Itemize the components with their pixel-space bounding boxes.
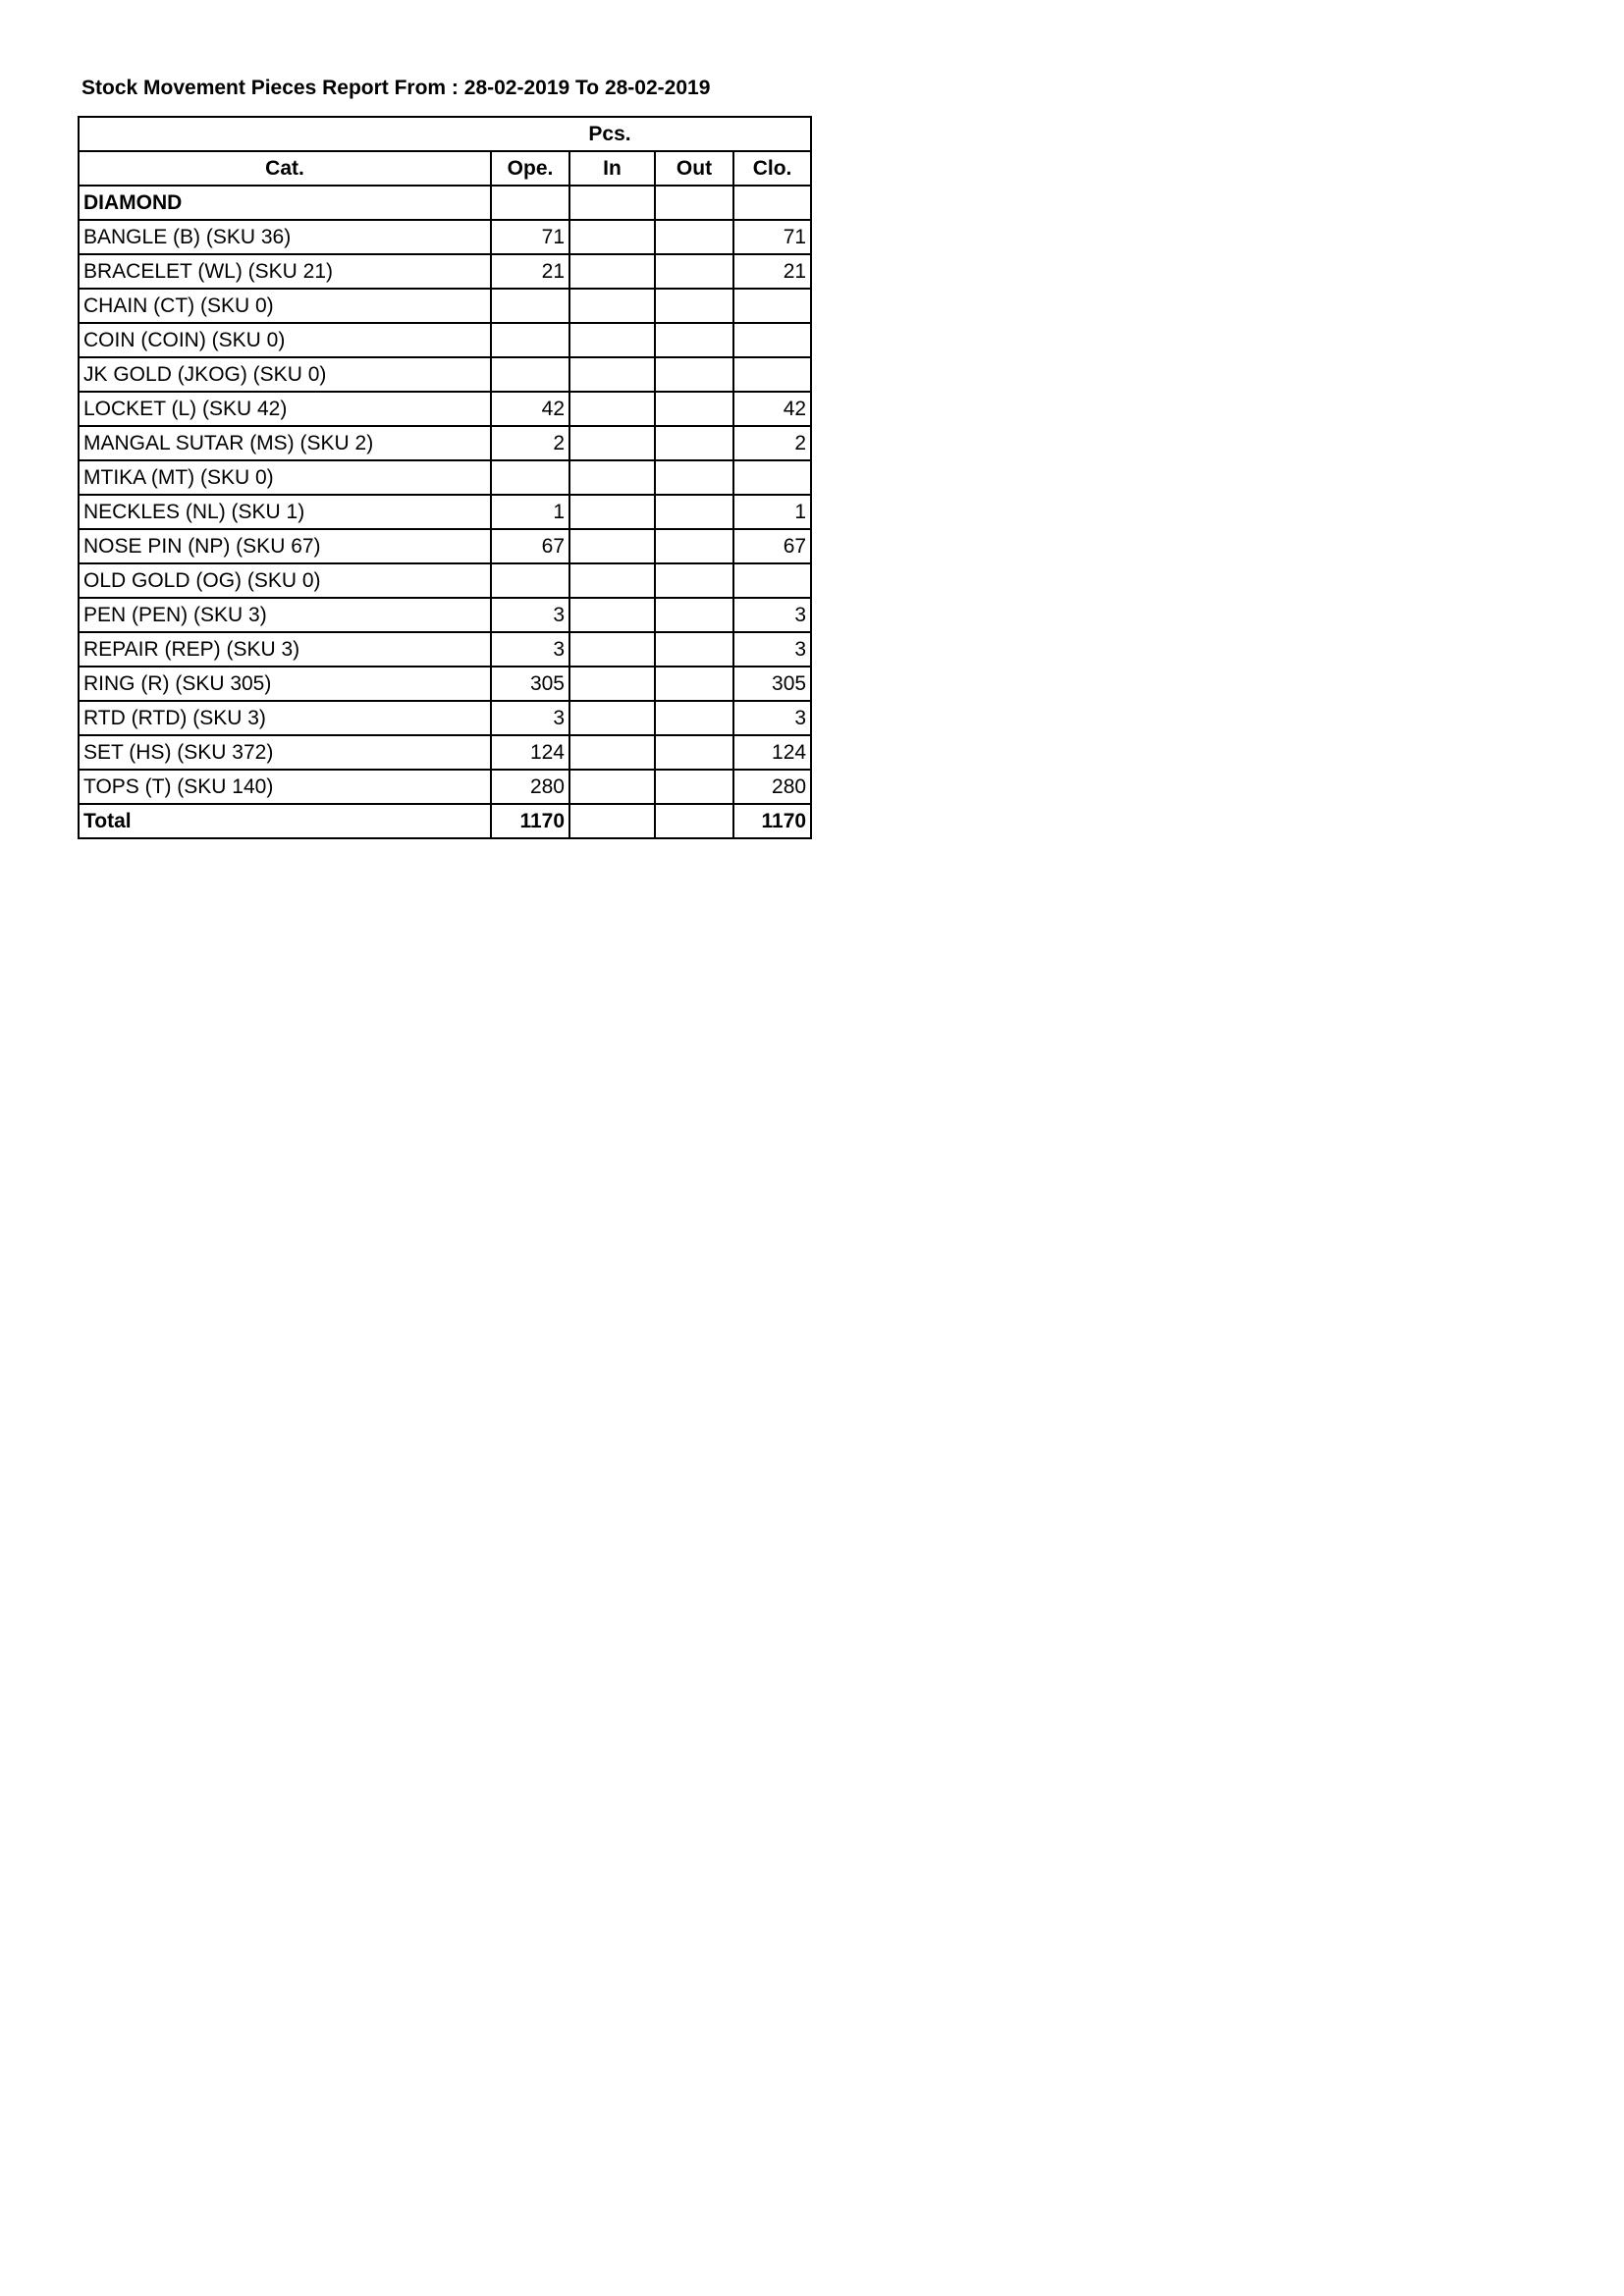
ope-cell: 3 — [491, 701, 569, 735]
clo-cell — [733, 289, 811, 323]
in-column-header: In — [569, 151, 655, 186]
category-cell: JK GOLD (JKOG) (SKU 0) — [79, 357, 491, 392]
in-cell — [569, 701, 655, 735]
in-cell — [569, 735, 655, 770]
table-row — [79, 667, 811, 701]
category-cell: RTD (RTD) (SKU 3) — [79, 701, 491, 735]
table-row — [79, 357, 811, 392]
ope-cell — [491, 357, 569, 392]
out-cell — [655, 220, 733, 254]
table-row — [79, 323, 811, 357]
ope-cell: 71 — [491, 220, 569, 254]
clo-cell: 21 — [733, 254, 811, 289]
clo-cell — [733, 357, 811, 392]
category-cell: BANGLE (B) (SKU 36) — [79, 220, 491, 254]
out-column-header: Out — [655, 151, 733, 186]
out-cell — [655, 254, 733, 289]
table-body — [79, 186, 811, 804]
in-cell — [569, 529, 655, 563]
clo-cell: 3 — [733, 701, 811, 735]
ope-cell — [491, 323, 569, 357]
total-row — [79, 804, 811, 838]
category-cell: MTIKA (MT) (SKU 0) — [79, 460, 491, 495]
ope-cell: 305 — [491, 667, 569, 701]
clo-cell — [733, 323, 811, 357]
table-cell — [569, 186, 655, 220]
category-cell: MANGAL SUTAR (MS) (SKU 2) — [79, 426, 491, 460]
category-cell: BRACELET (WL) (SKU 21) — [79, 254, 491, 289]
category-cell: REPAIR (REP) (SKU 3) — [79, 632, 491, 667]
in-cell — [569, 392, 655, 426]
ope-cell: 2 — [491, 426, 569, 460]
table-row — [79, 563, 811, 598]
ope-cell: 21 — [491, 254, 569, 289]
pcs-group-header: Pcs. — [79, 117, 811, 151]
table-row — [79, 289, 811, 323]
ope-cell — [491, 460, 569, 495]
out-cell — [655, 770, 733, 804]
table-row — [79, 426, 811, 460]
in-cell — [569, 667, 655, 701]
group-header-row — [79, 117, 811, 151]
in-cell — [569, 770, 655, 804]
total-label: Total — [79, 804, 491, 838]
ope-cell — [491, 563, 569, 598]
ope-cell: 67 — [491, 529, 569, 563]
total-in — [569, 804, 655, 838]
category-cell: NECKLES (NL) (SKU 1) — [79, 495, 491, 529]
in-cell — [569, 460, 655, 495]
table-row — [79, 770, 811, 804]
table-row — [79, 220, 811, 254]
clo-cell: 42 — [733, 392, 811, 426]
ope-cell: 42 — [491, 392, 569, 426]
group-label: DIAMOND — [79, 186, 491, 220]
category-cell: OLD GOLD (OG) (SKU 0) — [79, 563, 491, 598]
out-cell — [655, 598, 733, 632]
clo-cell: 67 — [733, 529, 811, 563]
in-cell — [569, 254, 655, 289]
out-cell — [655, 357, 733, 392]
in-cell — [569, 632, 655, 667]
clo-cell: 280 — [733, 770, 811, 804]
out-cell — [655, 701, 733, 735]
in-cell — [569, 220, 655, 254]
category-cell: SET (HS) (SKU 372) — [79, 735, 491, 770]
clo-cell: 71 — [733, 220, 811, 254]
cat-column-header: Cat. — [79, 151, 491, 186]
category-cell: PEN (PEN) (SKU 3) — [79, 598, 491, 632]
total-clo: 1170 — [733, 804, 811, 838]
ope-cell: 1 — [491, 495, 569, 529]
table-row — [79, 495, 811, 529]
category-cell: NOSE PIN (NP) (SKU 67) — [79, 529, 491, 563]
out-cell — [655, 735, 733, 770]
ope-cell: 124 — [491, 735, 569, 770]
out-cell — [655, 426, 733, 460]
table-cell — [733, 186, 811, 220]
table-row — [79, 598, 811, 632]
total-out — [655, 804, 733, 838]
table-cell — [491, 186, 569, 220]
column-header-row — [79, 151, 811, 186]
table-row — [79, 529, 811, 563]
report-title: Stock Movement Pieces Report From : 28-02-2019 To 28-02-2019 — [81, 77, 711, 99]
in-cell — [569, 289, 655, 323]
ope-cell: 3 — [491, 598, 569, 632]
ope-column-header: Ope. — [491, 151, 569, 186]
out-cell — [655, 289, 733, 323]
group-row — [79, 186, 811, 220]
clo-cell: 3 — [733, 598, 811, 632]
ope-cell: 3 — [491, 632, 569, 667]
ope-cell: 280 — [491, 770, 569, 804]
category-cell: CHAIN (CT) (SKU 0) — [79, 289, 491, 323]
table-row — [79, 392, 811, 426]
table-row — [79, 460, 811, 495]
total-ope: 1170 — [491, 804, 569, 838]
clo-cell: 1 — [733, 495, 811, 529]
table-row — [79, 735, 811, 770]
in-cell — [569, 323, 655, 357]
category-cell: LOCKET (L) (SKU 42) — [79, 392, 491, 426]
out-cell — [655, 667, 733, 701]
clo-cell: 124 — [733, 735, 811, 770]
out-cell — [655, 460, 733, 495]
clo-cell — [733, 563, 811, 598]
in-cell — [569, 563, 655, 598]
clo-cell: 3 — [733, 632, 811, 667]
clo-cell: 305 — [733, 667, 811, 701]
out-cell — [655, 563, 733, 598]
table-row — [79, 632, 811, 667]
category-cell: COIN (COIN) (SKU 0) — [79, 323, 491, 357]
in-cell — [569, 598, 655, 632]
in-cell — [569, 357, 655, 392]
category-cell: TOPS (T) (SKU 140) — [79, 770, 491, 804]
out-cell — [655, 495, 733, 529]
out-cell — [655, 392, 733, 426]
clo-column-header: Clo. — [733, 151, 811, 186]
out-cell — [655, 529, 733, 563]
table-row — [79, 254, 811, 289]
clo-cell: 2 — [733, 426, 811, 460]
category-cell: RING (R) (SKU 305) — [79, 667, 491, 701]
table-row — [79, 701, 811, 735]
out-cell — [655, 323, 733, 357]
in-cell — [569, 495, 655, 529]
out-cell — [655, 632, 733, 667]
table-cell — [655, 186, 733, 220]
in-cell — [569, 426, 655, 460]
clo-cell — [733, 460, 811, 495]
stock-movement-table — [78, 116, 812, 839]
ope-cell — [491, 289, 569, 323]
